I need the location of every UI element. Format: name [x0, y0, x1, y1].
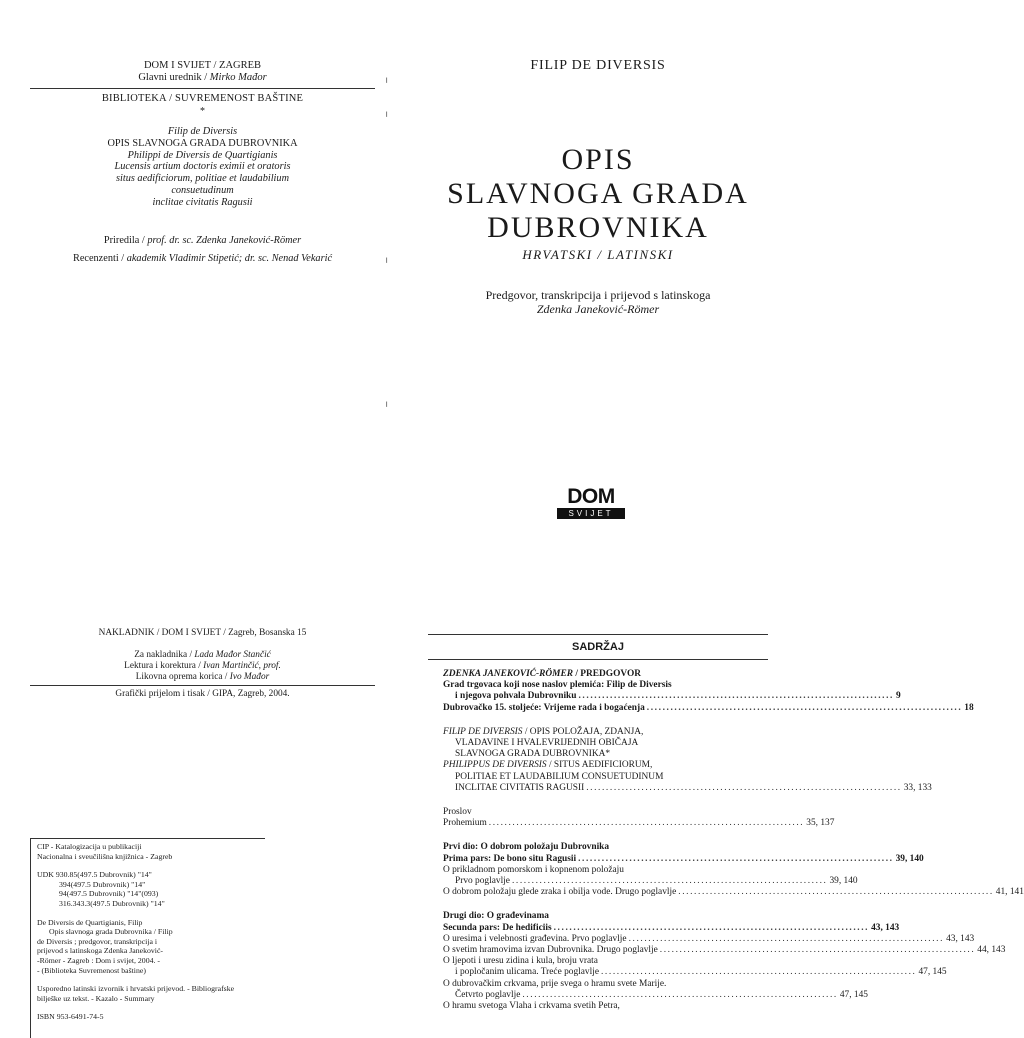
- toc-divider-bottom: [428, 659, 768, 660]
- toc-entry-label: Proslov: [443, 807, 472, 818]
- series-title: BIBLIOTEKA / SUVREMENOST BAŠTINE: [101, 93, 304, 104]
- preface-credit: [428, 288, 768, 316]
- divider-top: [30, 88, 375, 89]
- cip-udk: 94(497.5 Dubrovnik) "14"(093): [59, 889, 159, 899]
- cip-entry-line: - (Biblioteka Suvremenost baštine): [37, 965, 146, 975]
- cip-entry-line: prijevod s latinskoga Zdenka Janeković-: [37, 946, 164, 956]
- printer-line: Grafički prijelom i tisak / GIPA, Zagreb, 2004.: [115, 689, 290, 699]
- cip-head: Nacionalna i sveučilišna knjižnica - Zagreb: [37, 851, 173, 861]
- cip-isbn: ISBN 953-6491-74-5: [37, 1012, 104, 1022]
- toc-entry[interactable]: O ljepoti i uresu zidina i kula, broju vrata: [443, 956, 598, 967]
- toc-entry[interactable]: Grad trgovaca koji nose naslov plemića: Filip de Diversis: [443, 680, 672, 691]
- cip-entry-line: de Diversis ; predgovor, transkripcija i: [37, 936, 158, 946]
- toc-entry[interactable]: Dubrovačko 15. stoljeće: Vrijeme rada i bogaćenja ................................................................................ 18: [443, 702, 974, 713]
- title-line: DUBROVNIKA: [487, 211, 709, 244]
- toc-entry[interactable]: Prohemium ................................................................................ 35, 137: [443, 818, 835, 829]
- toc-entry[interactable]: i popločanim ulicama. Treće poglavlje ................................................................................ 47, 145: [455, 967, 947, 978]
- toc-entry[interactable]: Secunda pars: De hedificiis ................................................................................ 43, 143: [443, 922, 900, 933]
- title-line: SLAVNOGA GRADA: [447, 177, 749, 210]
- toc-section-heading-line: SLAVNOGA GRADA DUBROVNIKA*: [455, 749, 611, 760]
- toc-entry[interactable]: i njegova pohvala Dubrovniku ................................................................................ 9: [455, 691, 901, 702]
- credits-block: [30, 232, 375, 268]
- star-ornament: *: [200, 106, 205, 117]
- editor-line: Glavni urednik / Mirko Mađor: [138, 72, 267, 83]
- toc-section-heading: FILIP DE DIVERSIS / OPIS POLOŽAJA, ZDANJA,: [443, 726, 644, 737]
- publisher-line: DOM I SVIJET / ZAGREB: [143, 60, 262, 71]
- cip-record: [30, 838, 265, 1038]
- scan-mark: ╵: [384, 78, 390, 88]
- cip-entry-line: -Römer - Zagreb : Dom i svijet, 2004. -: [37, 955, 160, 965]
- reviewers: Recenzenti / akademik Vladimir Stipetić; dr. sc. Nenad Vekarić: [72, 253, 333, 264]
- cip-note: Usporedno latinski izvornik i hrvatski prijevod. - Bibliografske: [37, 984, 235, 994]
- latin-title-line: Philippi de Diversis de Quartigianis: [127, 149, 278, 161]
- cip-udk: 316.343.3(497.5 Dubrovnik) "14": [59, 898, 165, 908]
- toc-entry[interactable]: O dubrovačkim crkvama, prije svega o hramu svete Marije.: [443, 978, 667, 989]
- toc-entry[interactable]: Prima pars: De bono situ Ragusii ................................................................................ 39, 140: [443, 853, 924, 864]
- cip-udk: UDK 930.85(497.5 Dubrovnik) "14": [37, 870, 152, 880]
- toc-entry[interactable]: O dobrom položaju glede zraka i obilja vode. Drugo poglavlje ................................................................................ 41, 141: [443, 887, 1024, 898]
- toc-entry[interactable]: O svetim hramovima izvan Dubrovnika. Drugo poglavlje ................................................................................ 44, 143: [443, 945, 1006, 956]
- cip-note: bilješke uz tekst. - Kazalo - Summary: [37, 993, 155, 1003]
- scan-mark: ╵: [384, 402, 390, 412]
- toc-section-heading: ZDENKA JANEKOVIĆ-RÖMER / PREDGOVOR: [443, 669, 642, 679]
- toc-entry[interactable]: O hramu svetoga Vlaha i crkvama svetih Petra,: [443, 1001, 620, 1012]
- toc-divider-top: [428, 634, 768, 635]
- toc-entry[interactable]: O uresima i velebnosti građevina. Prvo poglavlje ................................................................................ 43, 143: [443, 933, 975, 944]
- toc-part-title: Drugi dio: O građevinama: [443, 911, 549, 922]
- toc-section-heading-line: POLITIAE ET LAUDABILIUM CONSUETUDINUM: [455, 771, 664, 782]
- logo-svijet-text: SVIJET: [557, 508, 625, 519]
- publisher-header: [30, 60, 375, 84]
- latin-title-line: situs aedificiorum, politiae et laudabilium: [115, 173, 290, 185]
- title-line: OPIS: [561, 143, 635, 176]
- table-of-contents: [443, 669, 1024, 1012]
- cip-head: CIP - Katalogizacija u publikaciji: [37, 842, 142, 851]
- toc-section-heading: PHILIPPUS DE DIVERSIS / SITUS AEDIFICIORUM,: [443, 760, 653, 771]
- preface-name: Zdenka Janeković-Römer: [536, 302, 660, 316]
- imprint-for-publisher: Za nakladnika / Lada Mađor Stančić: [134, 650, 271, 660]
- imprint-cover: Likovna oprema korica / Ivo Mađor: [135, 672, 270, 682]
- preface-line: Predgovor, transkripcija i prijevod s latinskoga: [485, 288, 711, 302]
- cip-entry-author: De Diversis de Quartigianis, Filip: [37, 917, 143, 927]
- publisher-logo: [557, 486, 625, 520]
- divider-imprint: [30, 685, 375, 686]
- toc-entry[interactable]: Prvo poglavlje ................................................................................ 39, 140: [455, 876, 858, 887]
- toc-section-heading-line: VLADAVINE I HVALEVRIJEDNIH OBIČAJA: [455, 738, 639, 749]
- author-name: FILIP DE DIVERSIS: [530, 58, 666, 73]
- toc-entry[interactable]: O prikladnom pomorskom i kopnenom položaju: [443, 864, 624, 875]
- logo-dom-text: DOM: [567, 485, 615, 508]
- book-main-title: [428, 143, 768, 245]
- book-title: OPIS SLAVNOGA GRADA DUBROVNIKA: [107, 137, 298, 149]
- toc-part-title: Prvi dio: O dobrom položaju Dubrovnika: [443, 842, 610, 853]
- toc-title: SADRŽAJ: [572, 641, 624, 653]
- prepared-by: Priredila / prof. dr. sc. Zdenka Janeković-Römer: [103, 235, 302, 246]
- imprint-proofreading: Lektura i korektura / Ivan Martinčić, prof.: [124, 661, 281, 671]
- latin-title-line: inclitae civitatis Ragusii: [152, 196, 253, 208]
- latin-title-line: consuetudinum: [171, 184, 234, 196]
- book-subtitle: HRVATSKI / LATINSKI: [522, 247, 674, 262]
- imprint-block: [30, 628, 375, 683]
- toc-entry[interactable]: INCLITAE CIVITATIS RAGUSII ................................................................................ 33, 133: [455, 782, 932, 793]
- latin-title-line: Lucensis artium doctoris eximii et oratoris: [114, 161, 291, 173]
- imprint-publisher: NAKLADNIK / DOM I SVIJET / Zagreb, Bosanska 15: [98, 628, 307, 638]
- book-author: Filip de Diversis: [167, 126, 238, 137]
- scan-mark: ╵: [384, 258, 390, 268]
- toc-entry[interactable]: Četvrto poglavlje ................................................................................ 47, 145: [455, 989, 868, 1000]
- book-title-block: [30, 126, 375, 209]
- scan-mark: ╵: [384, 112, 390, 122]
- cip-udk: 394(497.5 Dubrovnik) "14": [59, 879, 146, 889]
- cip-entry-line: Opis slavnoga grada Dubrovnika / Filip: [49, 927, 173, 937]
